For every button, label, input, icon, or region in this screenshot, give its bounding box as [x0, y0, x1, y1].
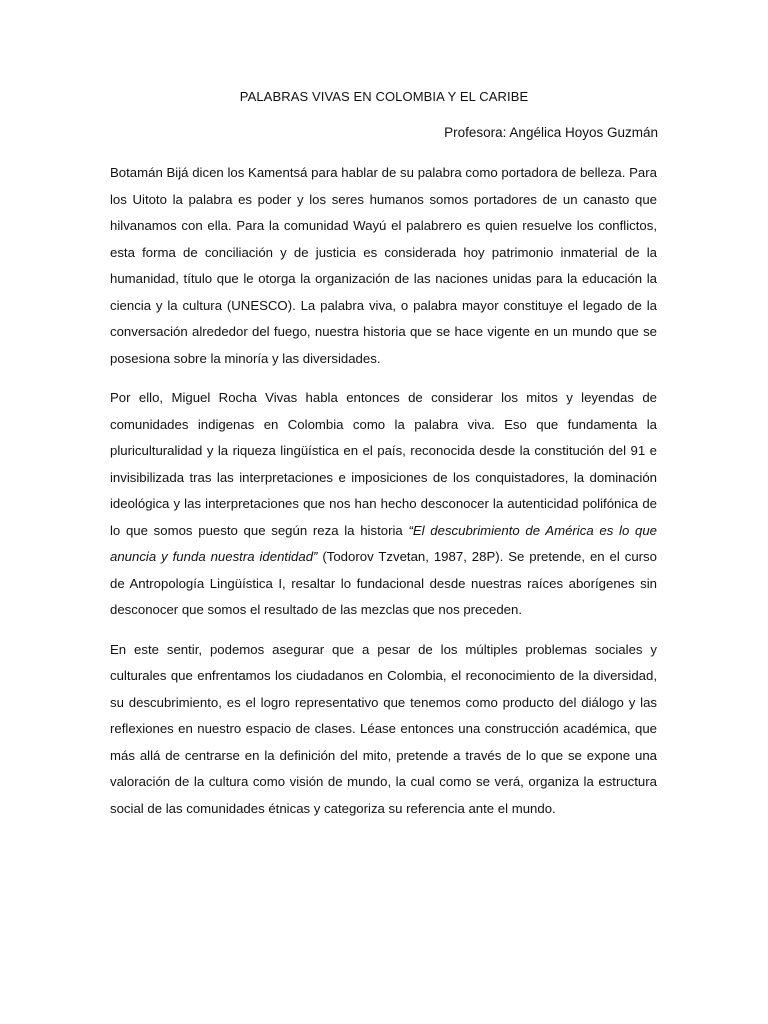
paragraph-2-quote: “El descubrimiento de América es lo que anuncia y funda nuestra identidad” — [110, 522, 657, 564]
document-title: PALABRAS VIVAS EN COLOMBIA Y EL CARIBE — [239, 89, 529, 104]
paragraph-3: En este sentir, podemos asegurar que a pesar de los múltiples problemas sociales y culturales que enfrentamos los ciudadanos en Colombia, el reconocimiento de la diversidad, su descubrimiento, es el logro representativo que tenemos como producto del diálogo y las reflexiones en nuestro espacio de clases. Léase entonces una construcción académica, que más allá de centrarse en la definición del mito, pretende a través de lo que se expone una valoración de la cultura como visión de mundo, la cual como se verá, organiza la estructura social de las comunidades étnicas y categoriza su referencia ante el mundo. — [110, 641, 657, 816]
paragraph-2 — [110, 385, 657, 624]
paragraph-1: Botamán Bijá dicen los Kamentsá para hablar de su palabra como portadora de belleza. Para los Uitoto la palabra es poder y los seres humanos somos portadores de un canasto que hilvanamos con ella. Para la comunidad Wayú el palabrero es quien resuelve los conflictos, esta forma de conciliación y de justicia es considerada hoy patrimonio inmaterial de la humanidad, título que le otorga la organización de las naciones unidas para la educación la ciencia y la cultura (UNESCO). La palabra viva, o palabra mayor constituye el legado de la conversación alrededor del fuego, nuestra historia que se hace vigente en un mundo que se posesiona sobre la minoría y las diversidades. — [110, 165, 657, 366]
document-author: Profesora: Angélica Hoyos Guzmán — [444, 125, 658, 140]
paragraph-2-text-before: Por ello, Miguel Rocha Vivas habla entonces de considerar los mitos y leyendas de comunidades indigenas en Colombia como la palabra viva. Eso que fundamenta la pluriculturalidad y la riqueza lingüística en el país, reconocida desde la constitución del 91 e invisibilizada tras las interpretaciones e imposiciones de los conquistadores, la dominación ideológica y las interpretaciones que nos han hecho desconocer la autenticidad polifónica de lo que somos puesto que según reza la historia — [110, 390, 657, 538]
paragraph-2-text-after: (Todorov Tzvetan, 1987, 28P). Se pretende, en el curso de Antropología Lingüística I, resaltar lo fundacional desde nuestras raíces aborígenes sin desconocer que somos el resultado de las mezclas que nos preceden. — [110, 549, 657, 617]
document-body — [110, 160, 657, 835]
